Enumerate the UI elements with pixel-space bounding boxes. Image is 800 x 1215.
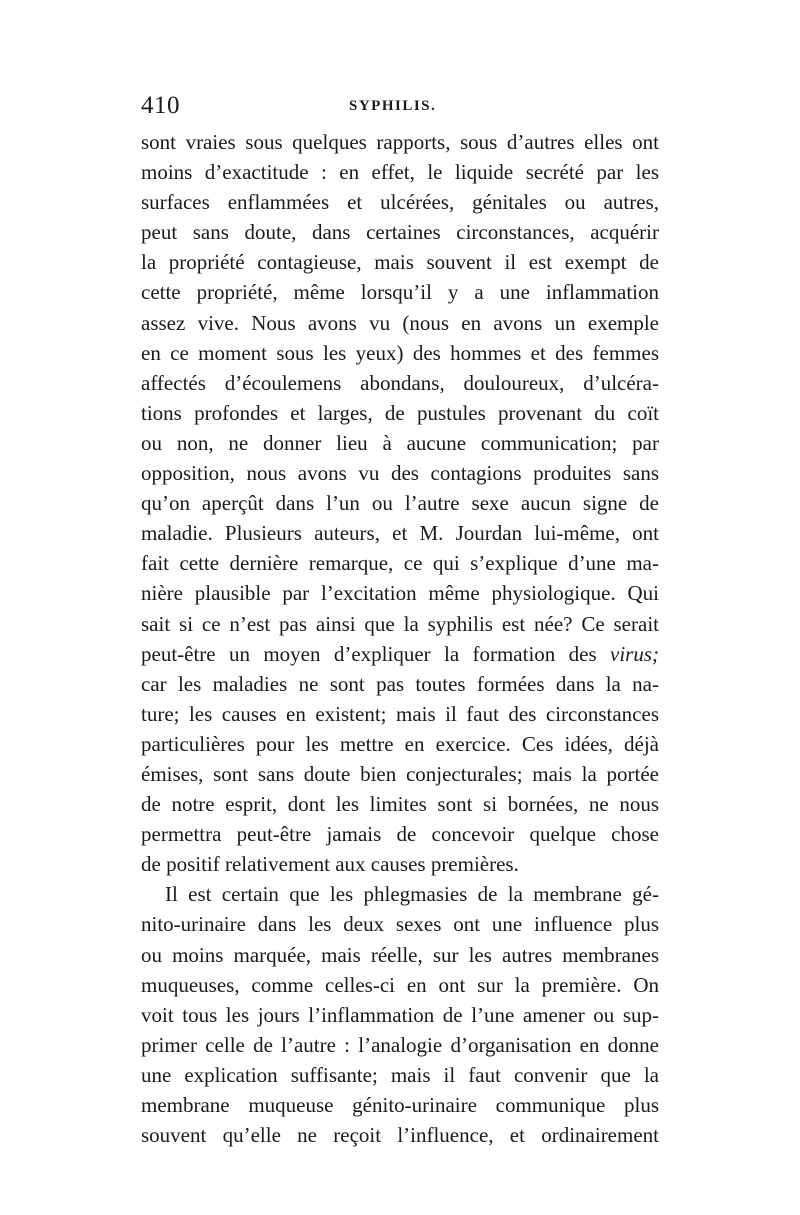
page-number: 410 xyxy=(141,92,180,119)
text-line-part: peut-être un moyen d’expliquer la formation des xyxy=(141,641,597,666)
text-line: la propriété contagieuse, mais souvent il est exempt de xyxy=(141,250,659,275)
text-line: sont vraies sous quelques rapports, sous d’autres elles ont xyxy=(141,130,659,154)
text-line: une explication suffisante; mais il faut convenir que la xyxy=(141,1062,659,1087)
text-line: de notre esprit, dont les limites sont si bornées, ne nous xyxy=(141,792,659,817)
text-line: maladie. Plusieurs auteurs, et M. Jourdan lui-même, ont xyxy=(141,521,659,546)
text-line: nito-urinaire dans les deux sexes ont une influence plus xyxy=(141,912,659,937)
text-line: car les maladies ne sont pas toutes formées dans la na- xyxy=(141,671,659,696)
body-text xyxy=(141,127,659,1150)
text-line: permettra peut-être jamais de concevoir quelque chose xyxy=(141,822,659,847)
text-line: de positif relativement aux causes premières. xyxy=(141,852,519,877)
text-line-with-italic xyxy=(141,639,659,669)
text-line: opposition, nous avons vu des contagions produites sans xyxy=(141,461,659,486)
text-line: ou non, ne donner lieu à aucune communication; par xyxy=(141,430,659,455)
text-line: en ce moment sous les yeux) des hommes et des femmes xyxy=(141,340,659,365)
text-line: affectés d’écoulemens abondans, douloureux, d’ulcéra- xyxy=(141,370,659,395)
text-line: fait cette dernière remarque, ce qui s’explique d’une ma- xyxy=(141,551,659,576)
italic-word: virus; xyxy=(610,641,660,666)
text-line: nière plausible par l’excitation même physiologique. Qui xyxy=(141,581,659,606)
running-title: SYPHILIS. xyxy=(349,98,437,114)
text-line: voit tous les jours l’inflammation de l’une amener ou sup- xyxy=(141,1002,659,1027)
text-line: primer celle de l’autre : l’analogie d’organisation en donne xyxy=(141,1032,659,1057)
page-header xyxy=(141,92,659,122)
text-line: cette propriété, même lorsqu’il y a une inflammation xyxy=(141,280,659,305)
text-line: particulières pour les mettre en exercice. Ces idées, déjà xyxy=(141,731,659,756)
text-line: émises, sont sans doute bien conjecturales; mais la portée xyxy=(141,761,659,786)
text-line: tions profondes et larges, de pustules provenant du coït xyxy=(141,400,659,425)
text-line: muqueuses, comme celles-ci en ont sur la première. On xyxy=(141,972,659,997)
text-line: membrane muqueuse génito-urinaire communique plus xyxy=(141,1093,659,1117)
text-line: surfaces enflammées et ulcérées, génitales ou autres, xyxy=(141,190,659,215)
text-line: ou moins marquée, mais réelle, sur les autres membranes xyxy=(141,942,659,967)
paragraph-start-line: Il est certain que les phlegmasies de la membrane gé- xyxy=(165,882,659,907)
text-line: moins d’exactitude : en effet, le liquide secrété par les xyxy=(141,160,659,185)
text-line: assez vive. Nous avons vu (nous en avons un exemple xyxy=(141,310,659,335)
text-line: sait si ce n’est pas ainsi que la syphilis est née? Ce serait xyxy=(141,611,659,636)
text-line: qu’on aperçût dans l’un ou l’autre sexe aucun signe de xyxy=(141,491,659,516)
text-line: ture; les causes en existent; mais il faut des circonstances xyxy=(141,701,659,726)
text-line: peut sans doute, dans certaines circonstances, acquérir xyxy=(141,220,659,245)
text-line: souvent qu’elle ne reçoit l’influence, et ordinairement xyxy=(141,1123,659,1148)
